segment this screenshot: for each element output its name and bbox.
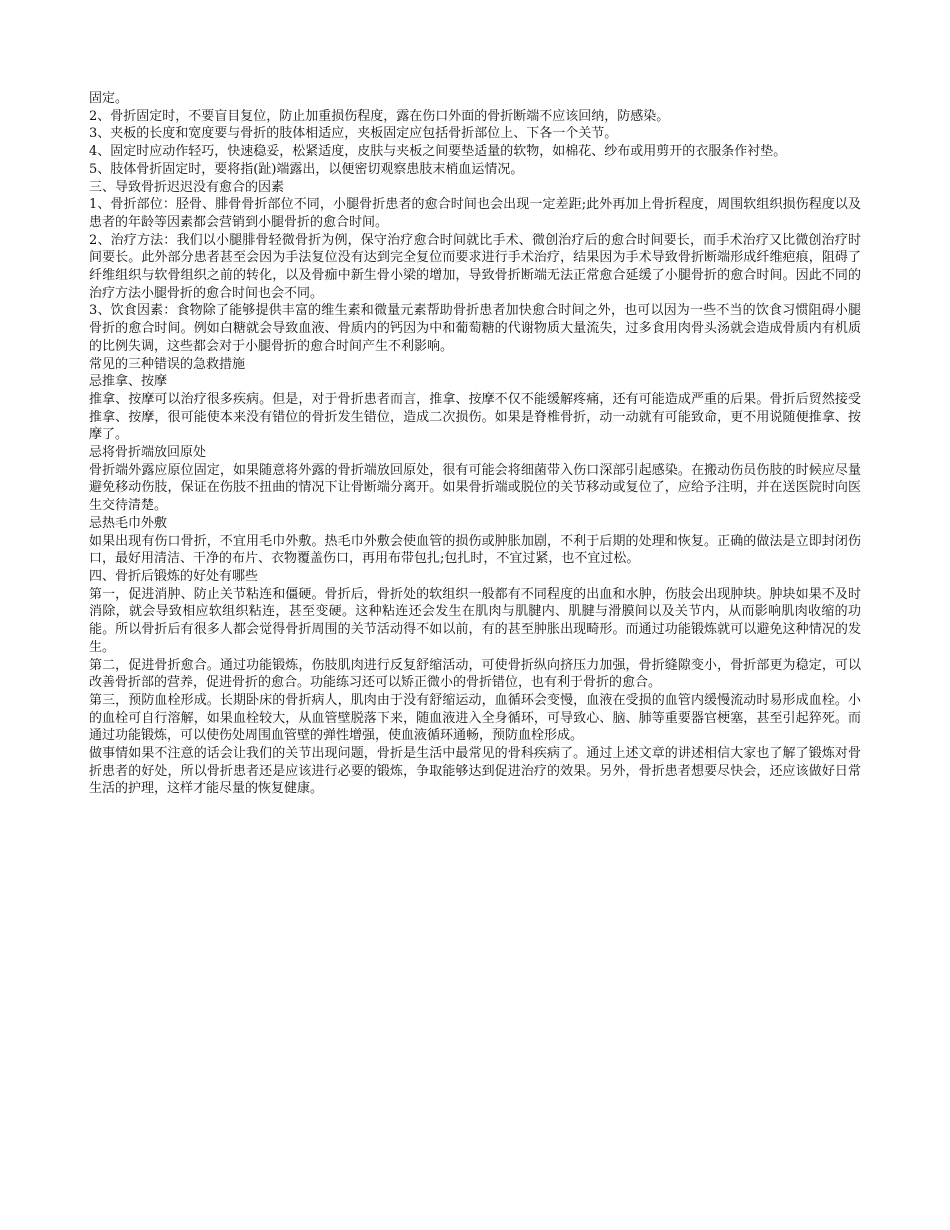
paragraph-fixation-rule-5: 5、肢体骨折固定时，要将指(趾)端露出，以便密切观察患肢末梢血运情况。 (89, 161, 524, 177)
section-heading-4: 四、骨折后锻炼的好处有哪些 (89, 568, 259, 584)
subheading-no-hot-towel: 忌热毛巾外敷 (89, 515, 168, 531)
paragraph-fixation-rule-3: 3、夹板的长度和宽度要与骨折的肢体相适应，夹板固定应包括骨折部位上、下各一个关节。 (89, 126, 618, 142)
paragraph-fixation-rule-4: 4、固定时应动作轻巧，快速稳妥，松紧适度，皮肤与夹板之间要垫适量的软物，如棉花、纱布或用剪开的衣服条作衬垫。 (89, 144, 787, 160)
paragraph-no-hot-towel: 如果出现有伤口骨折，不宜用毛巾外敷。热毛巾外敷会使血管的损伤或肿胀加剧，不利于后期的处理和恢复。正确的做法是立即封闭伤口，最好用清洁、干净的布片、衣物覆盖伤口，再用布带包扎;包扎时，不宜过紧，也不宜过松。 (89, 533, 861, 567)
paragraph-factor-treatment: 2、治疗方法：我们以小腿腓骨轻微骨折为例，保守治疗愈合时间就比手术、微创治疗后的愈合时间要长，而手术治疗又比微创治疗时间要长。此外部分患者甚至会因为手法复位没有达到完全复位而要求进行手术治疗，结果因为手术导致骨折断端形成纤维疤痕，阻碍了纤维组织与软骨组织之前的转化，以及骨痂中新生骨小梁的增加，导致骨折断端无法正常愈合延缓了小腿骨折的愈合时间。因此不同的治疗方法小腿骨折的愈合时间也会不同。 (89, 232, 861, 301)
paragraph-no-reposition: 骨折端外露应原位固定，如果随意将外露的骨折端放回原处，很有可能会将细菌带入伤口深部引起感染。在搬动伤员伤肢的时候应尽量避免移动伤肢，保证在伤肢不扭曲的情况下让骨断端分离开。如果骨折端或脱位的关节移动或复位了，应给予注明，并在送医院时向医生交待清楚。 (89, 462, 861, 514)
paragraph-benefit-3: 第三，预防血栓形成。长期卧床的骨折病人，肌肉由于没有舒缩运动，血循环会变慢，血液在受损的血管内缓慢流动时易形成血栓。小的血栓可自行溶解，如果血栓较大，从血管壁脱落下来，随血液进入全身循环，可导致心、脑、肺等重要器官梗塞，甚至引起猝死。而通过功能锻炼，可以使伤处周围血管壁的弹性增强，使血液循环通畅，预防血栓形成。 (89, 692, 861, 744)
paragraph-benefit-1: 第一，促进消肿、防止关节粘连和僵硬。骨折后，骨折处的软组织一般都有不同程度的出血和水肿，伤肢会出现肿块。肿块如果不及时消除，就会导致相应软组织粘连，甚至变硬。这种粘连还会发生在肌肉与肌腱内、肌腱与滑膜间以及关节内，从而影响肌肉收缩的功能。所以骨折后有很多人都会觉得骨折周围的关节活动得不如以前，有的甚至肿胀出现畸形。而通过功能锻炼就可以避免这种情况的发生。 (89, 586, 861, 655)
paragraph-fixation-rule-2: 2、骨折固定时，不要盲目复位，防止加重损伤程度，露在伤口外面的骨折断端不应该回纳，防感染。 (89, 108, 670, 124)
paragraph-factor-location: 1、骨折部位：胫骨、腓骨骨折部位不同，小腿骨折患者的愈合时间也会出现一定差距;此外再加上骨折程度，周围软组织损伤程度以及患者的年龄等因素都会营销到小腿骨折的愈合时间。 (89, 197, 861, 230)
paragraph-factor-diet: 3、饮食因素：食物除了能够提供丰富的维生素和微量元素帮助骨折患者加快愈合时间之外，也可以因为一些不当的饮食习惯阻碍小腿骨折的愈合时间。例如白糖就会导致血液、骨质内的钙因为中和葡萄糖的代谢物质大量流失，过多食用肉骨头汤就会造成骨质内有机质的比例失调，这些都会对于小腿骨折的愈合时间产生不利影响。 (89, 303, 861, 354)
paragraph-fixation-end: 固定。 (89, 91, 129, 106)
subheading-no-reposition: 忌将骨折端放回原处 (89, 445, 207, 461)
document-body (89, 90, 861, 798)
subheading-no-massage: 忌推拿、按摩 (89, 374, 168, 390)
section-heading-mistakes: 常见的三种错误的急救措施 (89, 356, 246, 372)
paragraph-conclusion: 做事情如果不注意的话会让我们的关节出现问题，骨折是生活中最常见的骨科疾病了。通过上述文章的讲述相信大家也了解了锻炼对骨折患者的好处，所以骨折患者还是应该进行必要的锻炼，争取能够达到促进治疗的效果。另外，骨折患者想要尽快会，还应该做好日常生活的护理，这样才能尽量的恢复健康。 (89, 746, 861, 797)
paragraph-benefit-2: 第二，促进骨折愈合。通过功能锻炼，伤肢肌肉进行反复舒缩活动，可使骨折纵向挤压力加强，骨折缝隙变小，骨折部更为稳定，可以改善骨折部的营养，促进骨折的愈合。功能练习还可以矫正微小的骨折错位，也有利于骨折的愈合。 (89, 657, 861, 691)
paragraph-no-massage: 推拿、按摩可以治疗很多疾病。但是，对于骨折患者而言，推拿、按摩不仅不能缓解疼痛，还有可能造成严重的后果。骨折后贸然接受推拿、按摩，很可能使本来没有错位的骨折发生错位，造成二次损伤。如果是脊椎骨折，动一动就有可能致命，更不用说随便推拿、按摩了。 (89, 391, 861, 443)
section-heading-3: 三、导致骨折迟迟没有愈合的因素 (89, 179, 285, 195)
